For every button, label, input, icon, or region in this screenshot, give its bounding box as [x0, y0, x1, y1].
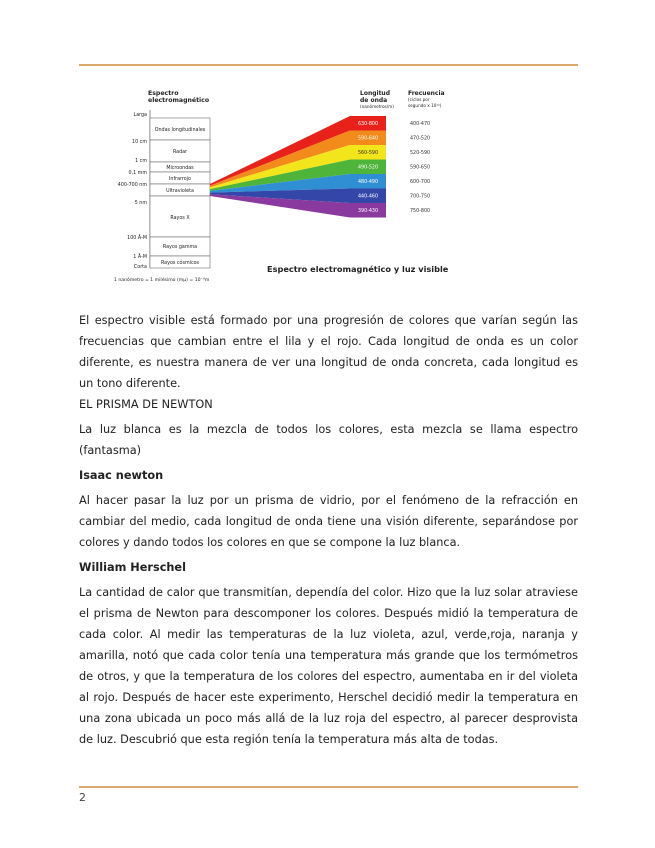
wavelength-label: 390-430 — [357, 208, 379, 214]
freq-header-2: (ciclos por — [408, 97, 430, 102]
left-title-1: Espectro — [148, 90, 179, 97]
tick-label: 5 nm — [134, 201, 147, 206]
tick-label: Corta — [133, 265, 147, 270]
wavelength-label: 480-490 — [357, 179, 379, 185]
frequency-label: 520-590 — [410, 150, 431, 156]
tick-label: 400-700 nm — [117, 183, 147, 188]
wavelength-label: 630-800 — [357, 121, 379, 127]
frequency-label: 400-470 — [410, 121, 431, 127]
figure-caption: Espectro electromagnético y luz visible — [267, 264, 449, 274]
frequency-label: 750-800 — [410, 208, 431, 214]
band-label: Radar — [172, 150, 188, 155]
footer-rule — [79, 786, 578, 788]
freq-header-1: Frecuencia — [408, 90, 445, 97]
page-number: 2 — [79, 791, 86, 804]
wavelength-label: 590-640 — [357, 136, 379, 142]
tick-label: 0,1 mm — [128, 171, 147, 176]
spectrum-diagram — [112, 88, 452, 284]
tick-label: 1 cm — [135, 159, 147, 164]
tick-label: Larga — [133, 113, 147, 118]
header-rule — [79, 64, 578, 66]
band-label: Microondas — [166, 166, 194, 171]
left-title-2: electromagnético — [148, 97, 210, 104]
freq-header-3: segundo x 10¹²) — [408, 103, 442, 108]
wavelength-label: 490-520 — [357, 165, 379, 171]
paragraph-newton: Al hacer pasar la luz por un prisma de vidrio, por el fenómeno de la refracción en cambiar del medio, cada longitud de onda tiene una visión diferente, separándose por colores y dando todos los colores en que se compone la luz blanca. — [79, 494, 578, 549]
band-label: Infrarrojo — [168, 177, 192, 182]
wave-header-2: de onda — [360, 97, 388, 104]
section-title-prism: EL PRISMA DE NEWTON — [79, 398, 213, 411]
band-label: Rayos cósmicos — [160, 261, 200, 266]
band-label: Rayos gamma — [162, 245, 198, 250]
body-content — [79, 310, 578, 750]
band-label: Ultravioleta — [166, 189, 194, 194]
tick-label: 100 Å-M — [127, 236, 147, 241]
wave-header-3: (nanómetros/m) — [360, 104, 394, 109]
wavelength-label: 440-460 — [357, 194, 379, 200]
paragraph-visible-spectrum: El espectro visible está formado por una progresión de colores que varían según las frecuencias que cambian entre el lila y el rojo. Cada longitud de onda es un color diferente, es nuestra manera de ver una longitud de onda concreta, cada longitud es un tono diferente. — [79, 314, 578, 390]
wave-header-1: Longitud — [360, 90, 391, 97]
spectrum-figure — [112, 88, 452, 284]
paragraph-white-light: La luz blanca es la mezcla de todos los colores, esta mezcla se llama espectro (fantasma) — [79, 423, 578, 457]
heading-newton: Isaac newton — [79, 469, 164, 482]
frequency-label: 470-520 — [410, 136, 431, 142]
figure-footnote: 1 nanómetro = 1 milésimo (mμ) = 10⁻⁹m — [114, 278, 210, 283]
tick-label: 10 cm — [132, 140, 147, 145]
band-label: Rayos X — [170, 216, 190, 221]
band-label: Ondas longitudinales — [154, 128, 206, 133]
wavelength-label: 560-590 — [357, 150, 379, 156]
frequency-label: 590-650 — [410, 165, 431, 171]
frequency-label: 700-750 — [410, 194, 431, 200]
paragraph-herschel: La cantidad de calor que transmitían, dependía del color. Hizo que la luz solar atraviese el prisma de Newton para descomponer los colores. Después midió la temperatura de cada color. Al medir las temperaturas de la luz violeta, azul, verde,roja, naranja y amarilla, notó que cada color tenía una temperatura más grande que los termómetros de otros, y que la temperatura de los colores del espectro, aumentaba en ir del violeta al rojo. Después de hacer este experimento, Herschel decidió medir la temperatura en una zona ubicada un poco más allá de la luz roja del espectro, al parecer desprovista de luz. Descubrió que esta región tenía la temperatura más alta de todas. — [79, 586, 578, 746]
heading-herschel: William Herschel — [79, 561, 186, 574]
frequency-label: 600-700 — [410, 179, 431, 185]
tick-label: 1 Å-M — [133, 255, 147, 260]
